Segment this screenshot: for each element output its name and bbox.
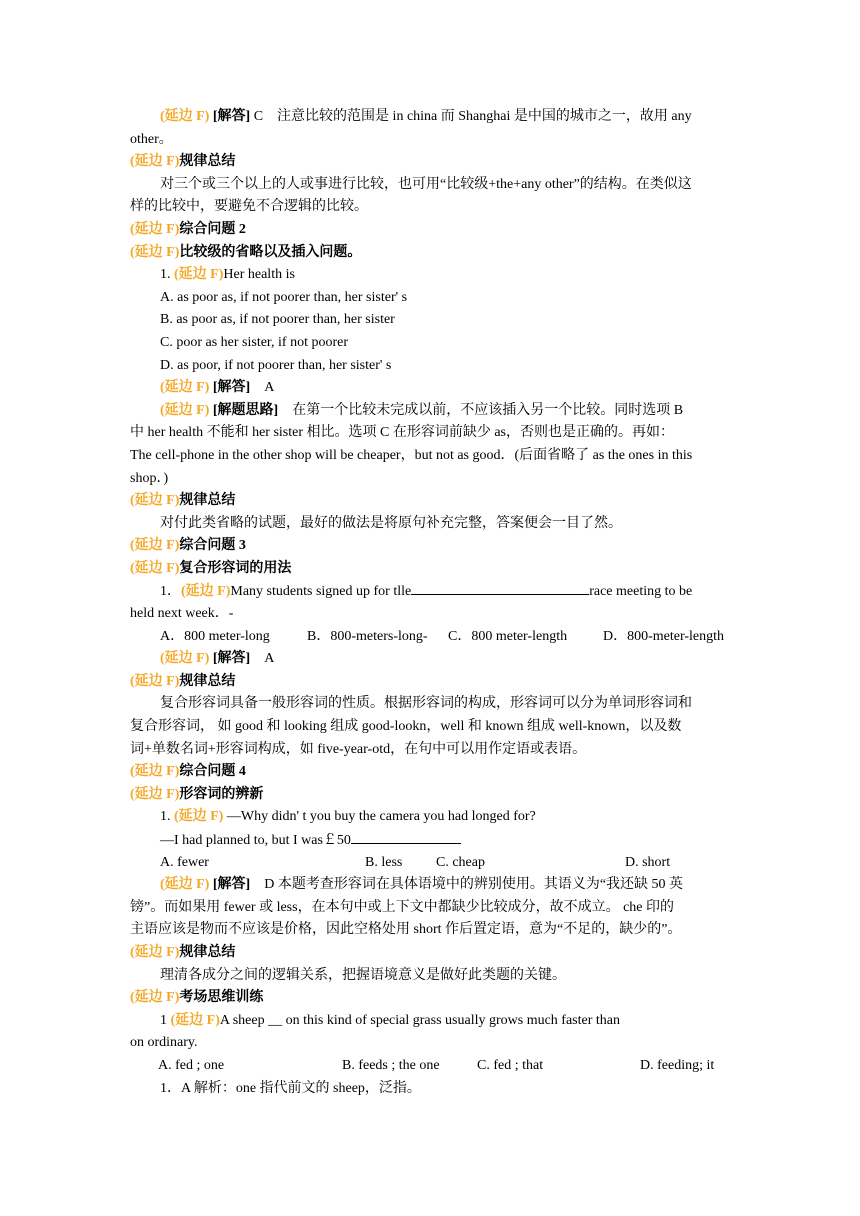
question-number: 1． [160, 584, 181, 600]
question-number: 1. [160, 809, 174, 825]
section-heading [130, 987, 732, 1010]
option-line [130, 355, 732, 378]
source-tag: (延边 F) [130, 493, 180, 509]
heading-text: 比较级的省略以及插入问题。 [179, 244, 362, 260]
explanation-line [130, 445, 732, 468]
rule-text: 复合形容词具备一般形容词的性质。根据形容词的构成，形容词可以分为单词形容词和 [160, 696, 692, 712]
heading-text: 形容词的辨新 [179, 786, 264, 802]
heading-text: 规律总结 [179, 154, 236, 170]
answer-text: 镑”。而如果用 fewer 或 less，在本句中或上下文中都缺少比较成分，故不成立。 che 印的 [130, 899, 675, 915]
section-heading [130, 784, 732, 807]
source-tag: (延边 F) [130, 673, 180, 689]
source-tag: (延边 F) [130, 990, 180, 1006]
question-stem [130, 264, 732, 287]
rule-text-line [130, 965, 732, 988]
section-heading [130, 535, 732, 558]
option-b: B．800-meters-long- [307, 628, 428, 644]
explanation-line [130, 422, 732, 445]
question-stem [130, 580, 732, 603]
rule-text-line [130, 739, 732, 762]
option-c: C．800 meter-length [448, 628, 568, 644]
explanation-line [130, 400, 732, 423]
answer-text: 主语应该是物而不应该是价格，因此空格处用 short 作后置定语，意为“不足的，缺少的”。 [130, 922, 682, 938]
question-text: A sheep __ on this kind of special grass usually grows much faster than [219, 1012, 620, 1028]
answer-text-cont: other。 [130, 131, 173, 147]
rule-text-line [130, 196, 732, 219]
explanation-line [130, 1078, 732, 1101]
option-d: D. as poor, if not poorer than, her sister' s [160, 357, 392, 373]
explanation-text: 1．A 解析：one 指代前文的 sheep，泛指。 [160, 1080, 421, 1096]
source-tag: (延边 F) [130, 786, 180, 802]
explanation-lead: [解题思路] [212, 402, 279, 418]
source-tag: (延边 F) [174, 267, 224, 283]
rule-text: 样的比较中，要避免不合逻辑的比较。 [130, 199, 368, 215]
option-a: A. fed ; one [158, 1057, 225, 1073]
answer-blank [351, 829, 461, 844]
answer-lead: [解答] [212, 651, 251, 667]
rule-text-line [130, 693, 732, 716]
section-heading [130, 490, 732, 513]
section-heading [130, 558, 732, 581]
question-stem-cont [130, 603, 732, 626]
answer-line [130, 648, 732, 671]
option-b: B. feeds ; the one [342, 1057, 440, 1073]
answer-line-cont [130, 897, 732, 920]
heading-text: 规律总结 [179, 493, 236, 509]
heading-text: 复合形容词的用法 [179, 560, 292, 576]
explanation-text: The cell-phone in the other shop will be cheaper，but not as good．(后面省略了 as the ones in this [130, 447, 693, 463]
answer-text: A [250, 651, 275, 667]
section-heading [130, 761, 732, 784]
rule-text: 复合形容词， 如 good 和 looking 组成 good-lookn，well 和 known 组成 well-known，以及数 [130, 719, 682, 735]
question-number: 1 [160, 1012, 171, 1028]
source-tag: (延边 F) [160, 109, 210, 124]
heading-text: 综合问题 2 [179, 221, 246, 237]
section-heading [130, 242, 732, 265]
question-text: race meeting to be [589, 584, 693, 600]
answer-line [130, 377, 732, 400]
answer-lead: [解答] [212, 877, 251, 893]
source-tag: (延边 F) [130, 944, 180, 960]
source-tag: (延边 F) [174, 809, 224, 825]
question-stem [130, 1010, 732, 1033]
answer-line-cont [130, 919, 732, 942]
rule-text: 对三个或三个以上的人或事进行比较，也可用“比较级+the+any other”的结构。在类似这 [160, 176, 692, 192]
option-line [130, 332, 732, 355]
option-c: C. fed ; that [477, 1057, 544, 1073]
question-number: 1. [160, 267, 174, 283]
question-text: held next week．- [130, 606, 234, 622]
source-tag: (延边 F) [130, 221, 180, 237]
heading-text: 规律总结 [179, 673, 236, 689]
option-d: D. feeding; it [640, 1057, 715, 1073]
option-row [130, 1055, 732, 1078]
explanation-text: shop．) [130, 470, 169, 486]
answer-line [130, 874, 732, 897]
answer-lead: [解答] [212, 380, 251, 396]
question-text: Her health is [223, 267, 295, 283]
rule-text-line [130, 513, 732, 536]
question-text: on ordinary. [130, 1035, 198, 1051]
question-stem-cont [130, 1032, 732, 1055]
heading-text: 规律总结 [179, 944, 236, 960]
explanation-text: 在第一个比较未完成以前，不应该插入另一个比较。同时选项 B [278, 402, 684, 418]
source-tag: (延边 F) [130, 764, 180, 780]
answer-lead: [解答] [212, 109, 251, 124]
answer-text: D 本题考查形容词在具体语境中的辨别使用。其语义为“我还缺 50 英 [250, 877, 684, 893]
explanation-text: 中 her health 不能和 her sister 相比。选项 C 在形容词前缺少 as，否则也是正确的。再如： [130, 425, 675, 441]
source-tag: (延边 F) [130, 244, 180, 260]
question-stem [130, 806, 732, 829]
heading-text: 综合问题 3 [179, 538, 246, 554]
section-heading [130, 151, 732, 174]
question-stem-cont [130, 829, 732, 852]
option-row [130, 852, 732, 875]
rule-text-line [130, 716, 732, 739]
option-line [130, 309, 732, 332]
option-c: C. cheap [436, 854, 485, 870]
section-heading [130, 671, 732, 694]
answer-text: C 注意比较的范围是 in china 而 Shanghai 是中国的城市之一，故用 any [250, 109, 692, 124]
option-a: A．800 meter-long [160, 628, 270, 644]
option-c: C. poor as her sister, if not poorer [160, 334, 349, 350]
answer-blank [411, 580, 589, 595]
answer-line-cont [130, 129, 732, 152]
source-tag: (延边 F) [181, 584, 231, 600]
option-d: D. short [625, 854, 671, 870]
section-heading [130, 219, 732, 242]
heading-text: 综合问题 4 [179, 764, 246, 780]
question-text: Many students signed up for tlle [230, 584, 412, 600]
source-tag: (延边 F) [160, 651, 210, 667]
option-b: B. as poor as, if not poorer than, her sister [160, 312, 395, 328]
option-b: B. less [365, 854, 403, 870]
question-text: —I had planned to, but I was￡50 [160, 833, 351, 848]
option-row [130, 626, 732, 649]
document-page [130, 106, 732, 1100]
option-a: A. as poor as, if not poorer than, her sister' s [160, 289, 408, 305]
rule-text-line [130, 174, 732, 197]
option-a: A. fewer [160, 854, 209, 870]
source-tag: (延边 F) [170, 1012, 220, 1028]
answer-line [130, 106, 732, 129]
rule-text: 理清各成分之间的逻辑关系，把握语境意义是做好此类题的关键。 [160, 967, 566, 983]
source-tag: (延边 F) [160, 380, 210, 396]
rule-text: 对付此类省略的试题，最好的做法是将原句补充完整，答案便会一目了然。 [160, 515, 622, 531]
heading-text: 考场思维训练 [179, 990, 264, 1006]
source-tag: (延边 F) [130, 538, 180, 554]
rule-text: 词+单数名词+形容词构成，如 five-year-otd，在句中可以用作定语或表语。 [130, 741, 587, 757]
source-tag: (延边 F) [160, 877, 210, 893]
answer-text: A [250, 380, 275, 396]
option-d: D．800-meter-length [603, 628, 725, 644]
source-tag: (延边 F) [160, 402, 210, 418]
source-tag: (延边 F) [130, 560, 180, 576]
explanation-line [130, 468, 732, 491]
section-heading [130, 942, 732, 965]
source-tag: (延边 F) [130, 154, 180, 170]
option-line [130, 287, 732, 310]
question-text: —Why didn' t you buy the camera you had longed for? [223, 809, 536, 825]
